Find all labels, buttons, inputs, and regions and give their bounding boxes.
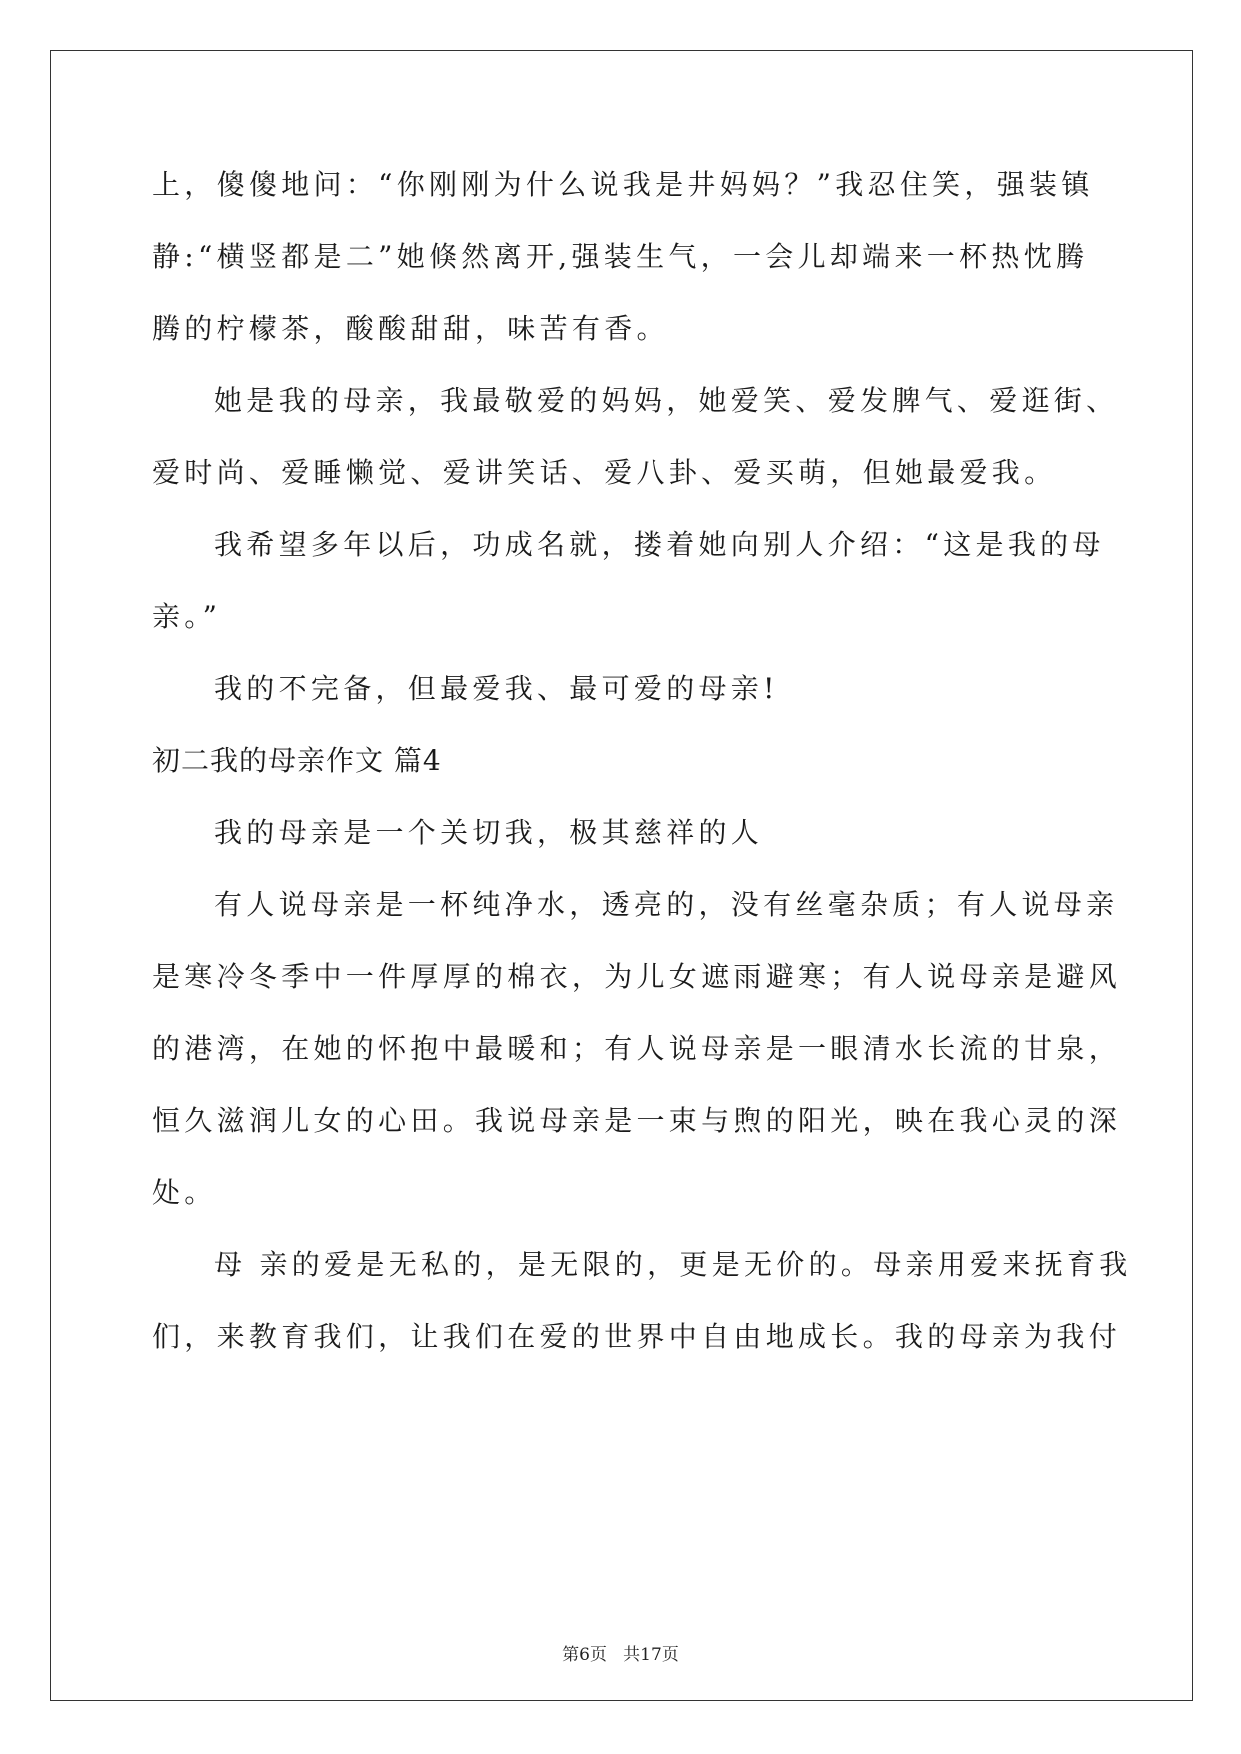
text-line: 有人说母亲是一杯纯净水，透亮的，没有丝毫杂质；有人说母亲 [214,888,1119,921]
text-line: 我的不完备，但最爱我、最可爱的母亲! [214,672,779,705]
section-heading: 初二我的母亲作文 篇4 [152,744,442,777]
text-line: 处。 [152,1176,217,1209]
text-line: 的港湾，在她的怀抱中最暖和；有人说母亲是一眼清水长流的甘泉， [152,1032,1122,1065]
text-line: 静:“横竖都是二”她倏然离开,强装生气，一会儿却端来一杯热忱腾 [152,240,1089,273]
page-border [50,50,1193,1701]
text-line: 恒久滋润儿女的心田。我说母亲是一束与煦的阳光，映在我心灵的深 [152,1104,1122,1137]
text-line: 上，傻傻地问：“你刚刚为什么说我是井妈妈？”我忍住笑，强装镇 [152,168,1094,201]
page-number: 第6页 共17页 [562,1645,679,1665]
text-line: 她是我的母亲，我最敬爱的妈妈，她爱笑、爱发脾气、爱逛街、 [214,384,1119,417]
text-line: 爱时尚、爱睡懒觉、爱讲笑话、爱八卦、爱买萌，但她最爱我。 [152,456,1057,489]
text-line: 我希望多年以后，功成名就，搂着她向别人介绍：“这是我的母 [214,528,1105,561]
text-line: 亲。” [152,600,222,633]
text-line: 们，来教育我们，让我们在爱的世界中自由地成长。我的母亲为我付 [152,1320,1122,1353]
text-line: 腾的柠檬茶，酸酸甜甜，味苦有香。 [152,312,669,345]
text-line: 是寒冷冬季中一件厚厚的棉衣，为儿女遮雨避寒；有人说母亲是避风 [152,960,1122,993]
text-line: 母 亲的爱是无私的，是无限的，更是无价的。母亲用爱来抚育我 [214,1248,1132,1281]
text-line: 我的母亲是一个关切我，极其慈祥的人 [214,816,764,849]
page-footer [0,1640,1241,1665]
